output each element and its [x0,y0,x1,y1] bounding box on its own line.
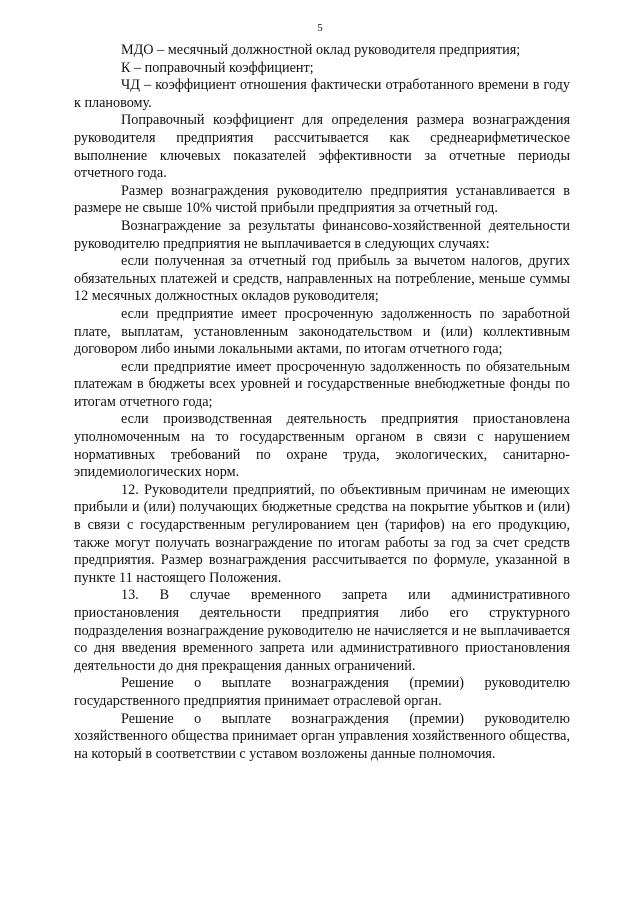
paragraph-mdo-definition: МДО – месячный должностной оклад руководителя предприятия; [121,42,521,58]
list-item-wage-arrears: если предприятие имеет просроченную задолженность по заработной плате, выплатам, установленным законодательством и (или) коллективным договором либо иными локальными актами, по итогам отчетного года; [74,305,570,358]
paragraph-reward-size: Размер вознаграждения руководителю предприятия устанавливается в размере не свыше 10% чистой прибыли предприятия за отчетный год. [74,182,570,217]
document-body [74,42,570,763]
page-number: 5 [317,22,323,34]
paragraph-item-12: 12. Руководители предприятий, по объективным причинам не имеющих прибыли и (или) получающих бюджетные средства на покрытие убытков и (или) в связи с государственным регулированием цен (тарифов) на его продукцию, также могут получать вознаграждение по итогам работы за год за счет средств предприятия. Размер вознаграждения рассчитывается по формуле, указанной в пункте 11 настоящего Положения. [74,481,570,586]
paragraph-item-13: 13. В случае временного запрета или административного приостановления деятельности предприятия либо его структурного подразделения вознаграждение руководителю не начисляется и не выплачивается со дня введения временного запрета или административного приостановления деятельности до дня прекращения данных ограничений. [74,587,570,674]
list-item-suspended-activity: если производственная деятельность предприятия приостановлена уполномоченным на то государственным органом в связи с нарушением нормативных требований по охране труда, экологических, санитарно-эпидемиологических норм. [74,411,570,481]
paragraph-state-enterprise-decision: Решение о выплате вознаграждения (премии) руководителю государственного предприятия принимает отраслевой орган. [74,675,570,709]
list-item-profit: если полученная за отчетный год прибыль за вычетом налогов, других обязательных платежей и средств, направленных на потребление, меньше суммы 12 месячных должностных окладов руководителя; [74,253,570,305]
paragraph-chd-definition: ЧД – коэффициент отношения фактически отработанного времени в году к плановому. [74,77,570,111]
paragraph-no-payment-cases: Вознаграждение за результаты финансово-хозяйственной деятельности руководителю предприятия не выплачивается в следующих случаях: [74,217,570,252]
list-item-budget-arrears: если предприятие имеет просроченную задолженность по обязательным платежам в бюджеты всех уровней и государственные внебюджетные фонды по итогам отчетного года; [74,358,570,410]
paragraph-company-decision: Решение о выплате вознаграждения (премии) руководителю хозяйственного общества принимает орган управления хозяйственного общества, на который в соответствии с уставом возложены данные полномочия. [74,710,570,762]
paragraph-correction-coefficient: Поправочный коэффициент для определения размера вознаграждения руководителя предприятия рассчитывается как среднеарифметическое выполнение ключевых показателей эффективности за отчетные периоды отчетного года. [74,112,570,182]
paragraph-k-definition: К – поправочный коэффициент; [121,59,314,76]
